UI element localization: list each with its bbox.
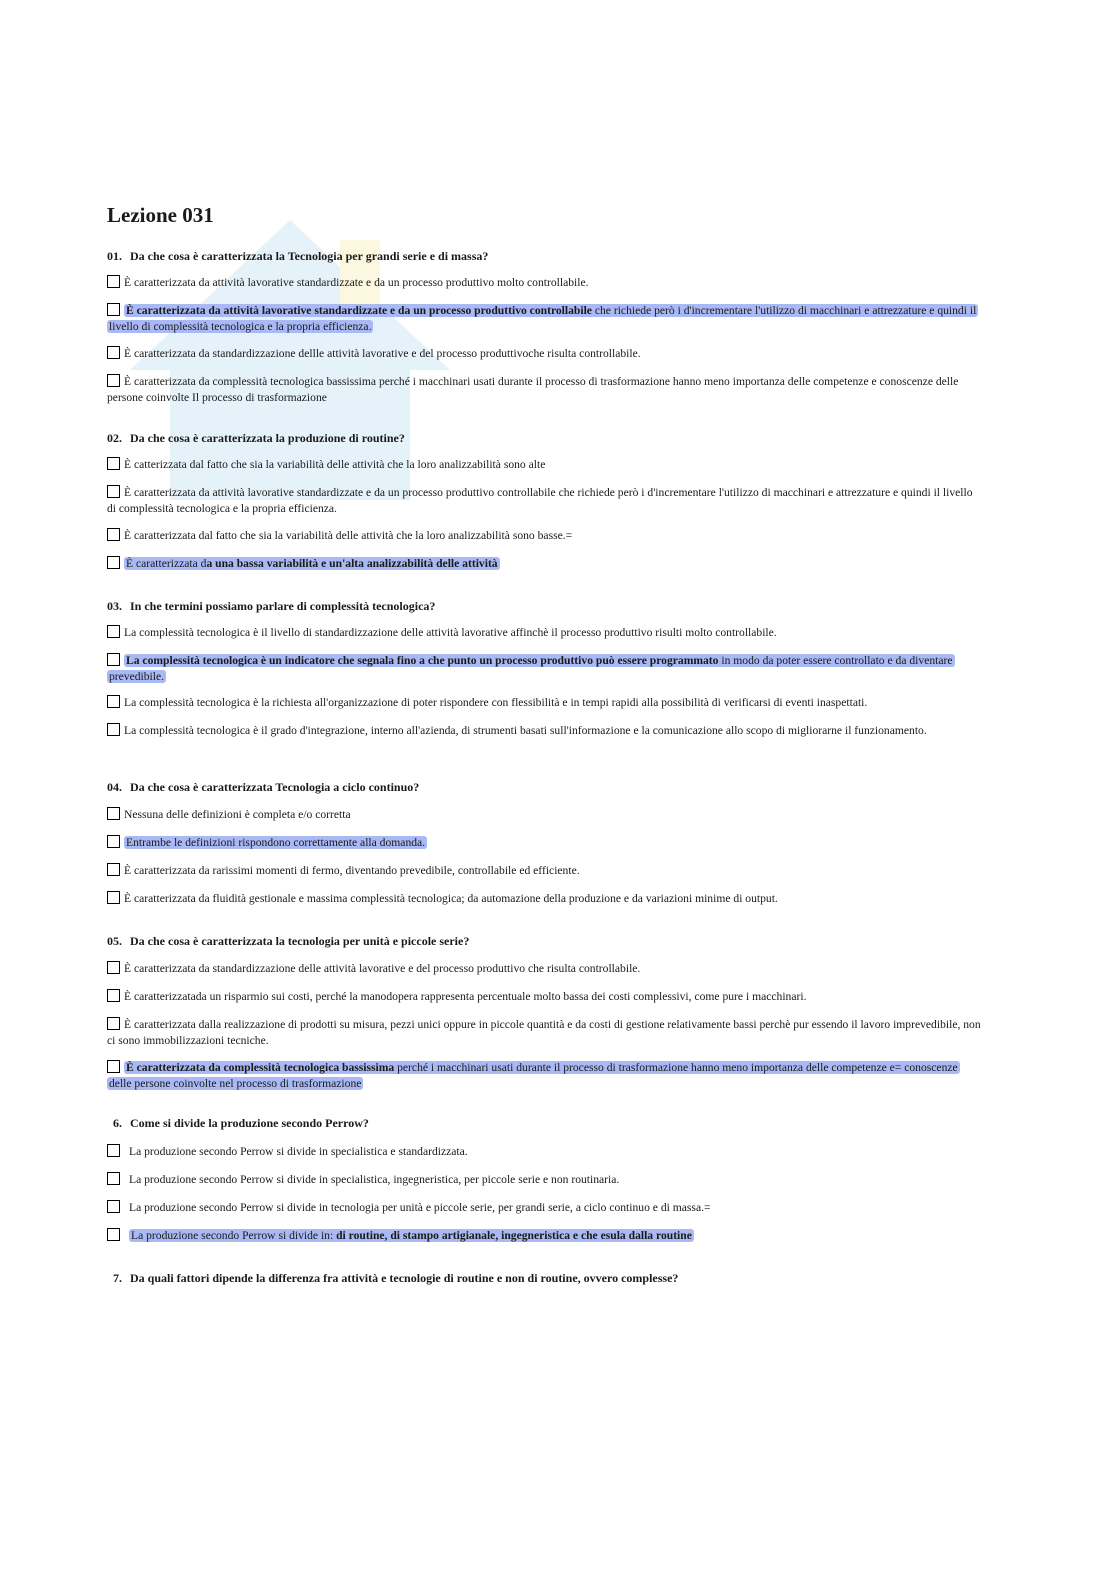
question-text: Da che cosa è caratterizzata la tecnologia per unità e piccole serie? xyxy=(130,934,470,948)
highlighted-answer xyxy=(107,1061,960,1090)
answer-checkbox[interactable] xyxy=(107,1017,120,1030)
question-text: Da che cosa è caratterizzata la Tecnologia per grandi serie e di massa? xyxy=(130,249,489,263)
option-bold-text: È caratterizzata da complessità tecnologica bassissima xyxy=(126,1061,395,1074)
answer-checkbox[interactable] xyxy=(107,891,120,904)
option-text: La complessità tecnologica è il livello di standardizzazione delle attività lavorative affinchè il processo produttivo risulti molto controllabile. xyxy=(124,626,777,639)
answer-checkbox[interactable] xyxy=(107,485,120,498)
option-3b xyxy=(107,653,983,685)
option-text: È caratterizzata da attività lavorative standardizzate e da un processo produttivo controllabile che richiede però i d'incrementare l'utilizzo di macchinari e attrezzature e quindi il livello di complessità tecnologica e la propria efficienza. xyxy=(107,486,973,515)
option-3d xyxy=(107,723,983,739)
option-3c xyxy=(107,695,983,711)
question-number: 02. xyxy=(107,431,122,445)
option-text: La complessità tecnologica è la richiesta all'organizzazione di poter rispondere con flessibilità e in tempi rapidi alla possibilità di verificarsi di eventi inaspettati. xyxy=(124,696,868,709)
option-text: Nessuna delle definizioni è completa e/o corretta xyxy=(124,808,351,821)
answer-checkbox[interactable] xyxy=(107,556,120,569)
option-5c xyxy=(107,1017,983,1049)
option-text: La produzione secondo Perrow si divide in specialistica e standardizzata. xyxy=(129,1145,468,1158)
question-2 xyxy=(107,431,987,446)
answer-checkbox[interactable] xyxy=(107,346,120,359)
option-text: È caratterizzata dal fatto che sia la variabilità delle attività che la loro analizzabilità sono basse.= xyxy=(124,529,573,542)
question-6 xyxy=(113,1116,993,1131)
option-text: È caratterizzata da complessità tecnologica bassissima perché i macchinari usati durante il processo di trasformazione hanno meno importanza delle competenze e conoscenze delle persone coinvolte Il processo di trasformazione xyxy=(107,375,959,404)
highlighted-answer: Entrambe le definizioni rispondono correttamente alla domanda. xyxy=(126,836,426,849)
answer-checkbox[interactable] xyxy=(107,374,120,387)
option-6c xyxy=(107,1200,983,1216)
option-4b xyxy=(107,835,983,851)
question-number: 7. xyxy=(113,1271,122,1285)
option-text: che richiede però i d'incrementare l'utilizzo di macchinari e attrezzature e quindi il livello di complessità tecnologica e la propria efficienza. xyxy=(109,304,977,333)
question-number: 03. xyxy=(107,599,122,613)
highlighted-answer xyxy=(129,1229,694,1242)
answer-checkbox[interactable] xyxy=(107,457,120,470)
option-6a xyxy=(107,1144,983,1160)
answer-checkbox[interactable] xyxy=(107,1200,120,1213)
option-text: È caratterizzata da fluidità gestionale e massima complessità tecnologica; da automazione della produzione e da variazioni minime di output. xyxy=(124,892,778,905)
question-number: 01. xyxy=(107,249,122,263)
option-2a xyxy=(107,457,983,473)
question-4 xyxy=(107,780,987,795)
question-number: 04. xyxy=(107,780,122,794)
option-text: È caratterizzata dalla realizzazione di prodotti su misura, pezzi unici oppure in piccole quantità e da costi di gestione relativamente bassi perchè pur essendo il lavoro imprevedibile, non ci sono immobilizzazioni tecniche. xyxy=(107,1018,981,1047)
option-bold-text: La complessità tecnologica è un indicatore che segnala fino a che punto un processo produttivo può essere programmato xyxy=(126,654,719,667)
option-2c xyxy=(107,528,983,544)
option-1c xyxy=(107,346,983,362)
option-text: È caratterizzata da attività lavorative standardizzate e da un processo produttivo molto controllabile. xyxy=(124,276,589,289)
answer-checkbox[interactable] xyxy=(107,863,120,876)
highlighted-answer xyxy=(107,654,955,683)
option-2d xyxy=(107,556,983,572)
question-text: Da che cosa è caratterizzata la produzione di routine? xyxy=(130,431,405,445)
question-text: In che termini possiamo parlare di complessità tecnologica? xyxy=(130,599,436,613)
option-bold-text: di routine, di stampo artigianale, ingegneristica e che esula dalla routine xyxy=(336,1229,692,1242)
answer-checkbox[interactable] xyxy=(107,528,120,541)
question-5 xyxy=(107,934,987,949)
option-text: È caratterizzata da standardizzazione delle attività lavorative e del processo produttivo che risulta controllabile. xyxy=(124,962,641,975)
option-1d xyxy=(107,374,983,406)
option-text: È caratterizzata da rarissimi momenti di fermo, diventando prevedibile, controllabile ed efficiente. xyxy=(124,864,580,877)
answer-checkbox[interactable] xyxy=(107,807,120,820)
answer-checkbox[interactable] xyxy=(107,275,120,288)
option-text: È caratterizzata d xyxy=(126,557,207,570)
option-text: in modo da poter essere controllato e da diventare prevedibile. xyxy=(109,654,953,683)
option-4d xyxy=(107,891,983,907)
option-4c xyxy=(107,863,983,879)
option-5d xyxy=(107,1060,983,1092)
option-2b xyxy=(107,485,983,517)
highlighted-answer xyxy=(107,304,978,333)
option-text: È caratterizzatada un risparmio sui costi, perché la manodopera rappresenta percentuale molto bassa dei costi complessivi, come pure i macchinari. xyxy=(124,990,807,1003)
option-6b xyxy=(107,1172,983,1188)
question-1 xyxy=(107,249,987,264)
option-5a xyxy=(107,961,983,977)
question-number: 6. xyxy=(113,1116,122,1130)
option-3a xyxy=(107,625,983,641)
option-text: È caratterizzata da standardizzazione dellle attività lavorative e del processo produttivoche risulta controllabile. xyxy=(124,347,641,360)
answer-checkbox[interactable] xyxy=(107,1172,120,1185)
answer-checkbox[interactable] xyxy=(107,653,120,666)
question-7 xyxy=(113,1271,993,1286)
answer-checkbox[interactable] xyxy=(107,835,120,848)
answer-checkbox[interactable] xyxy=(107,989,120,1002)
option-text: La produzione secondo Perrow si divide in specialistica, ingegneristica, per piccole serie e non routinaria. xyxy=(129,1173,620,1186)
option-text: La produzione secondo Perrow si divide in: xyxy=(131,1229,337,1242)
answer-checkbox[interactable] xyxy=(107,625,120,638)
option-1a xyxy=(107,275,983,291)
question-3 xyxy=(107,599,987,614)
answer-checkbox[interactable] xyxy=(107,1228,120,1241)
page-title: Lezione 031 xyxy=(107,203,214,227)
answer-checkbox[interactable] xyxy=(107,1144,120,1157)
question-number: 05. xyxy=(107,934,122,948)
answer-checkbox[interactable] xyxy=(107,303,120,316)
option-text: La produzione secondo Perrow si divide in tecnologia per unità e piccole serie, per grandi serie, a ciclo continuo e di massa.= xyxy=(129,1201,711,1214)
question-text: Da quali fattori dipende la differenza fra attività e tecnologie di routine e non di routine, ovvero complesse? xyxy=(130,1271,679,1285)
answer-checkbox[interactable] xyxy=(107,695,120,708)
option-text: È catterizzata dal fatto che sia la variabilità delle attività che la loro analizzabilità sono alte xyxy=(124,458,546,471)
answer-checkbox[interactable] xyxy=(107,723,120,736)
option-text: La complessità tecnologica è il grado d'integrazione, interno all'azienda, di strumenti basati sull'informazione e la comunicazione allo scopo di migliorarne il funzionamento. xyxy=(124,724,927,737)
highlighted-answer xyxy=(124,557,500,570)
question-text: Come si divide la produzione secondo Perrow? xyxy=(130,1116,369,1130)
answer-checkbox[interactable] xyxy=(107,961,120,974)
option-6d xyxy=(107,1228,983,1244)
question-text: Da che cosa è caratterizzata Tecnologia a ciclo continuo? xyxy=(130,780,420,794)
answer-checkbox[interactable] xyxy=(107,1060,120,1073)
option-bold-text: a una bassa variabilità e un'alta analizzabilità delle attività xyxy=(206,557,498,570)
option-1b xyxy=(107,303,983,335)
option-4a xyxy=(107,807,983,823)
option-bold-text: È caratterizzata da attività lavorative standardizzate e da un processo produttivo controllabile xyxy=(126,304,592,317)
option-5b xyxy=(107,989,983,1005)
option-text: perché i macchinari usati durante il processo di trasformazione hanno meno importanza delle competenze e= conoscenze delle persone coinvolte nel processo di trasformazione xyxy=(109,1061,958,1090)
